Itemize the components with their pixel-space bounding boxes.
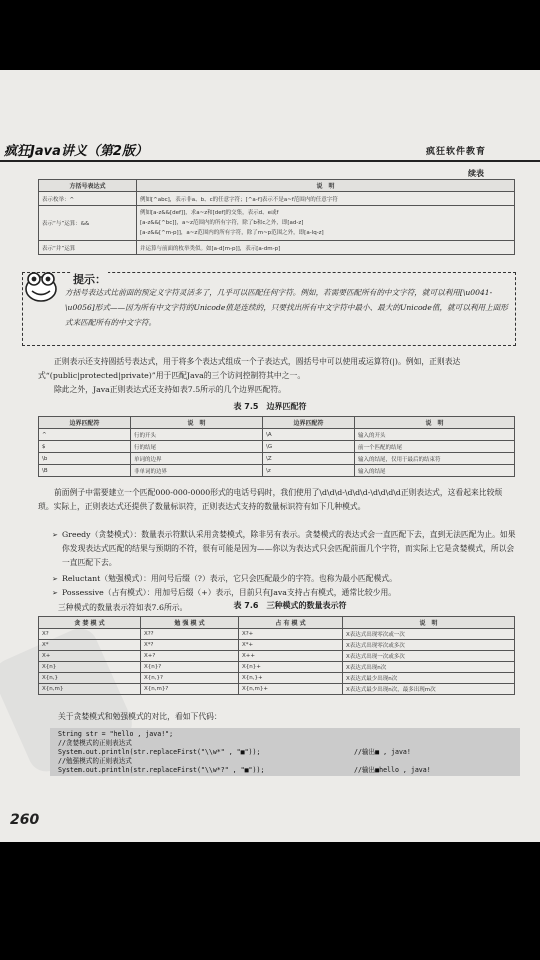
header-rule <box>0 160 540 162</box>
list-item <box>52 572 516 586</box>
table-cell: 输入的开头 <box>355 429 515 441</box>
table-cell: 例如[^abc]，表示非a、b、c的任意字符；[^a-f]表示不是a~f范围内的任意字符 <box>137 192 515 206</box>
continued-label: 续表 <box>468 168 484 178</box>
table-cell: X表达式最少出现n次，最多出现m次 <box>343 684 515 695</box>
table-row <box>39 465 515 477</box>
code-line <box>58 739 512 748</box>
table-cell: X{n,} <box>39 673 141 684</box>
paragraph: 前面例子中需要建立一个匹配000-000-0000形式的电话号码时，我们使用了\d\d\d-\d\d\d-\d\d\d\d正则表达式，这看起来比较烦琐。实际上，正则表达式还提供了数量标识符，正则表达式支持的数量标识符有如下几种模式。 <box>38 488 503 511</box>
table-cell <box>137 206 515 241</box>
table-cell: \z <box>263 465 355 477</box>
boundary-matcher-table <box>38 416 515 477</box>
bracket-expression-table <box>38 179 515 255</box>
table-cell: \B <box>39 465 131 477</box>
list-item <box>52 586 516 600</box>
table-cell: X表达式出现n次 <box>343 662 515 673</box>
frog-mascot-icon <box>23 269 59 303</box>
series-name: 疯狂软件教育 <box>425 147 486 157</box>
bullet-arrow-icon: ➢ <box>52 589 58 597</box>
table-cell: X*? <box>141 640 239 651</box>
table-row <box>39 206 515 241</box>
table-header: 边界匹配符 <box>39 417 131 429</box>
table-cell: X?? <box>141 629 239 640</box>
table-header: 说 明 <box>137 180 515 192</box>
paragraph: 正则表示还支持圆括号表达式，用于将多个表达式组成一个子表达式，圆括号中可以使用或运算符(|)。例如，正则表达式“(public|protected|private)”用于匹配Java的三个访问控制符其中之一。 <box>38 357 461 380</box>
table-caption: 表 7.5 边界匹配符 <box>233 402 307 411</box>
table-cell: X表达式出现零次或多次 <box>343 640 515 651</box>
table-row <box>39 429 515 441</box>
table-cell: X{n,m}+ <box>239 684 343 695</box>
table-cell: \A <box>263 429 355 441</box>
cell-line: [a-z&&[^m-p]]，a~z范围内的所有字符，除了m~p范围之外，即[a-lq-z] <box>140 230 324 236</box>
table-header: 说 明 <box>355 417 515 429</box>
table-cell: X表达式出现一次或多次 <box>343 651 515 662</box>
table-cell: X{n,}? <box>141 673 239 684</box>
table-header: 勉 强 模 式 <box>141 617 239 629</box>
table-cell: 输入的结尾 <box>355 465 515 477</box>
table-header: 贪 婪 模 式 <box>39 617 141 629</box>
table-cell: 表示“并”运算 <box>39 241 137 255</box>
table-cell: X+? <box>141 651 239 662</box>
code-line <box>58 766 512 775</box>
table-cell: X*+ <box>239 640 343 651</box>
page-header <box>0 138 540 160</box>
code-line <box>58 748 512 757</box>
table-row <box>39 241 515 255</box>
table-row <box>39 441 515 453</box>
table-header: 说 明 <box>131 417 263 429</box>
table-cell: X{n}? <box>141 662 239 673</box>
table-row <box>39 651 515 662</box>
paragraph: 三种模式的数量表示符如表7.6所示。 <box>58 603 188 612</box>
code-text: String str = "hello , java!"; <box>58 730 174 738</box>
tip-box <box>22 272 516 346</box>
tip-text: 方括号表达式比前面的预定义字符灵活多了，几乎可以匹配任何字符。例如，若需要匹配所有的中文字符，就可以利用[\u0041-\u0056]形式——因为所有中文字符的Unicode值是连续的，只要找出所有中文字符中最小、最大的Unicode值，就可以利用上面形式来匹配所有的中文字符。 <box>65 288 508 327</box>
table-row <box>39 640 515 651</box>
table-cell: $ <box>39 441 131 453</box>
table-cell: \b <box>39 453 131 465</box>
table-row <box>39 662 515 673</box>
table-cell: 表示枚举：^ <box>39 192 137 206</box>
table-cell: X表达式最少出现n次 <box>343 673 515 684</box>
list-item-text: Possessive（占有模式）：用加号后缀（+）表示，目前只有Java支持占有模式，通常比较少用。 <box>62 588 397 597</box>
code-comment: //输出■ , java! <box>354 748 411 756</box>
table-row <box>39 684 515 695</box>
table-cell: X?+ <box>239 629 343 640</box>
table-cell: ^ <box>39 429 131 441</box>
table-cell: X{n}+ <box>239 662 343 673</box>
list-item <box>52 528 516 570</box>
bullet-arrow-icon: ➢ <box>52 531 58 539</box>
table-caption: 表 7.6 三种模式的数量表示符 <box>233 601 347 610</box>
code-text: System.out.println(str.replaceFirst("\\w*" , "■")); <box>58 748 261 756</box>
tip-label: 提示： <box>73 273 106 286</box>
table-cell: X{n,m}? <box>141 684 239 695</box>
list-item-text: Greedy（贪婪模式）：数量表示符默认采用贪婪模式，除非另有表示。贪婪模式的表达式会一直匹配下去，直到无法匹配为止。如果你发现表达式匹配的结果与预期的不符，很有可能是因为——你以为表达式只会匹配前面几个字符，而实际上它是贪婪模式，所以会一直匹配下去。 <box>62 530 516 567</box>
table-row <box>39 629 515 640</box>
book-title: 疯狂Java讲义（第2版） <box>4 144 148 159</box>
table-cell: X? <box>39 629 141 640</box>
table-header: 边界匹配符 <box>263 417 355 429</box>
list-item-text: Reluctant（勉强模式）：用问号后缀（?）表示，它只会匹配最少的字符。也称为最小匹配模式。 <box>62 574 397 583</box>
table-cell: X{n,m} <box>39 684 141 695</box>
bullet-arrow-icon: ➢ <box>52 575 58 583</box>
table-header: 方括号表达式 <box>39 180 137 192</box>
table-row <box>39 673 515 684</box>
table-cell: 前一个匹配的结尾 <box>355 441 515 453</box>
code-text: //勉强模式的正则表达式 <box>58 757 132 765</box>
table-cell: 单词的边界 <box>131 453 263 465</box>
table-cell: \G <box>263 441 355 453</box>
table-cell: X{n,}+ <box>239 673 343 684</box>
code-text: //贪婪模式的正则表达式 <box>58 739 132 747</box>
table-cell: 表示“与”运算：&& <box>39 206 137 241</box>
code-block <box>50 728 520 776</box>
code-line <box>58 757 512 766</box>
table-row <box>39 453 515 465</box>
table-cell: X* <box>39 640 141 651</box>
code-line <box>58 730 512 739</box>
code-text: System.out.println(str.replaceFirst("\\w*?" , "■")); <box>58 766 265 774</box>
table-cell: 行的结尾 <box>131 441 263 453</box>
table-cell: X+ <box>39 651 141 662</box>
table-cell: X表达式出现零次或一次 <box>343 629 515 640</box>
quantifier-table <box>38 616 515 695</box>
table-cell: 并运算与前面的枚举类似。如[a-d[m-p]]，表示[a-dm-p] <box>137 241 515 255</box>
table-cell: X++ <box>239 651 343 662</box>
table-cell: 非单词的边界 <box>131 465 263 477</box>
table-cell: 输入的结尾，仅用于最后的结束符 <box>355 453 515 465</box>
paragraph: 关于贪婪模式和勉强模式的对比，看如下代码： <box>58 712 222 721</box>
table-cell: \Z <box>263 453 355 465</box>
page-number: 260 <box>10 812 40 828</box>
table-row <box>39 192 515 206</box>
table-cell: X{n} <box>39 662 141 673</box>
paragraph: 除此之外，Java正则表达式还支持如表7.5所示的几个边界匹配符。 <box>54 385 286 394</box>
code-comment: //输出■hello , java! <box>354 766 431 774</box>
table-header: 说 明 <box>343 617 515 629</box>
cell-line: 例如[a-z&&[def]]，求a~z和[def]的交集，表示d、e或f <box>140 210 279 216</box>
table-cell: 行的开头 <box>131 429 263 441</box>
cell-line: [a-z&&[^bc]]，a~z范围内的所有字符，除了b和c之外，即[ad-z] <box>140 220 304 226</box>
table-header: 占 有 模 式 <box>239 617 343 629</box>
